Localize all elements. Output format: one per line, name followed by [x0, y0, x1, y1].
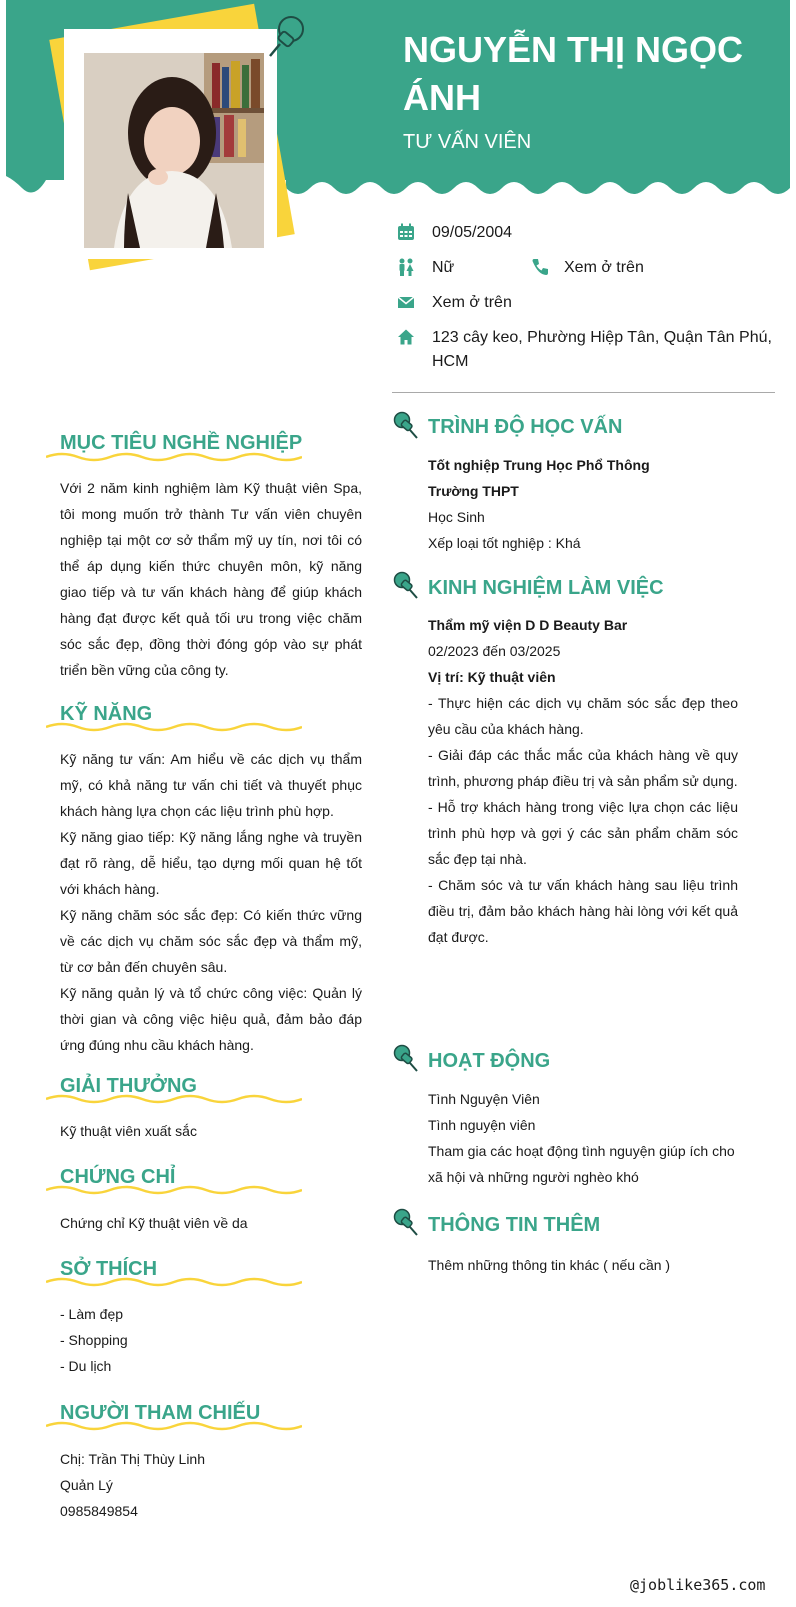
skill-item: Kỹ năng giao tiếp: Kỹ năng lắng nghe và truyền đạt rõ ràng, dễ hiểu, tạo dựng mối quan hệ tốt với khách hàng. [60, 829, 362, 897]
extra-text: Thêm những thông tin khác ( nếu cần ) [428, 1257, 671, 1273]
email-icon [397, 293, 415, 311]
skill-item: Kỹ năng tư vấn: Am hiểu về các dịch vụ thẩm mỹ, có khả năng tư vấn chi tiết và thuyết phục khách hàng lựa chọn các liệu trình phù hợp. [60, 751, 362, 819]
heading-underline [46, 1092, 302, 1106]
experience-position: Vị trí: Kỹ thuật viên [428, 669, 556, 685]
objective-text: Với 2 năm kinh nghiệm làm Kỹ thuật viên Spa, tôi mong muốn trở thành Tư vấn viên chuyên nghiệp tại một cơ sở thẩm mỹ uy tín, nơi tôi có thể áp dụng kiến thức chuyên môn, kỹ năng giao tiếp và tư vấn khách hàng để giúp khách hàng đạt được kết quả tối ưu trong việc chăm sóc sắc đẹp, đồng thời đóng góp vào sự phát triển bền vững của công ty. [60, 480, 362, 678]
hobby-item: - Shopping [60, 1332, 128, 1348]
education-block [428, 452, 738, 556]
certificates-heading: CHỨNG CHỈ [60, 1166, 176, 1188]
references-heading: NGƯỜI THAM CHIẾU [60, 1402, 261, 1424]
pushpin-icon [392, 1044, 418, 1072]
activities-heading: HOẠT ĐỘNG [428, 1050, 551, 1072]
experience-heading: KINH NGHIỆM LÀM VIỆC [428, 577, 664, 599]
experience-duty: - Hỗ trợ khách hàng trong việc lựa chọn các liệu trình phù hợp và gợi ý các sản phẩm chăm sóc sắc đẹp tại nhà. [428, 799, 738, 867]
skills-heading: KỸ NĂNG [60, 703, 153, 725]
heading-underline [46, 720, 302, 734]
gender-icon [397, 258, 415, 276]
reference-role: Quản Lý [60, 1477, 113, 1493]
hobbies-heading: SỞ THÍCH [60, 1258, 158, 1280]
education-degree: Tốt nghiệp Trung Học Phổ Thông [428, 457, 650, 473]
heading-underline [46, 1419, 302, 1433]
heading-underline [46, 450, 302, 464]
home-icon [397, 328, 415, 346]
heading-underline [46, 1183, 302, 1197]
activity-role: Tình nguyện viên [428, 1117, 536, 1133]
hobby-item: - Làm đẹp [60, 1306, 124, 1322]
contact-phone: Xem ở trên [564, 259, 644, 276]
experience-duty: - Chăm sóc và tư vấn khách hàng sau liệu trình điều trị, đảm bảo khách hàng hài lòng với kết quả đạt được. [428, 877, 738, 945]
hobby-item: - Du lịch [60, 1358, 112, 1374]
education-status: Học Sinh [428, 509, 485, 525]
experience-company: Thẩm mỹ viện D D Beauty Bar [428, 617, 628, 633]
certificate-item: Chứng chỉ Kỹ thuật viên về da [60, 1215, 248, 1231]
award-item: Kỹ thuật viên xuất sắc [60, 1123, 197, 1139]
reference-phone: 0985849854 [60, 1503, 138, 1519]
calendar-icon [397, 223, 415, 241]
activity-title: Tình Nguyện Viên [428, 1091, 540, 1107]
pushpin-icon [266, 14, 306, 60]
extra-heading: THÔNG TIN THÊM [428, 1214, 601, 1236]
candidate-name: NGUYỄN THỊ NGỌC ÁNH [403, 29, 744, 118]
experience-duty: - Giải đáp các thắc mắc của khách hàng về quy trình, phương pháp điều trị và sản phẩm sử dụng. [428, 747, 738, 789]
experience-block [428, 612, 738, 950]
reference-name: Chị: Trần Thị Thùy Linh [60, 1451, 206, 1467]
education-heading: TRÌNH ĐỘ HỌC VẤN [428, 416, 623, 438]
objective-heading: MỤC TIÊU NGHỀ NGHIỆP [60, 432, 303, 454]
contact-address: 123 cây keo, Phường Hiệp Tân, Quận Tân Phú, HCM [432, 329, 772, 370]
pushpin-icon [392, 571, 418, 599]
skill-item: Kỹ năng quản lý và tổ chức công việc: Quản lý thời gian và công việc hiệu quả, đảm bảo đáp ứng đúng nhu cầu khách hàng. [60, 985, 362, 1053]
activity-desc: Tham gia các hoạt động tình nguyện giúp ích cho xã hội và những người nghèo khó [428, 1143, 735, 1185]
profile-photo [84, 53, 264, 248]
pushpin-icon [392, 1208, 418, 1236]
job-title: TƯ VẤN VIÊN [403, 131, 532, 153]
awards-heading: GIẢI THƯỞNG [60, 1075, 197, 1097]
education-grade: Xếp loại tốt nghiệp : Khá [428, 535, 581, 551]
contact-divider [392, 392, 775, 393]
phone-icon [531, 258, 549, 276]
contact-dob: 09/05/2004 [432, 224, 513, 241]
experience-duty: - Thực hiện các dịch vụ chăm sóc sắc đẹp theo yêu cầu của khách hàng. [428, 695, 738, 737]
education-school: Trường THPT [428, 483, 519, 499]
pushpin-icon [392, 411, 418, 439]
experience-period: 02/2023 đến 03/2025 [428, 643, 561, 659]
contact-gender: Nữ [432, 259, 455, 276]
skill-item: Kỹ năng chăm sóc sắc đẹp: Có kiến thức vững về các dịch vụ chăm sóc sắc đẹp và thẩm mỹ, từ cơ bản đến chuyên sâu. [60, 907, 362, 975]
watermark: @joblike365.com [630, 1576, 766, 1594]
activities-block [428, 1086, 738, 1190]
contact-email: Xem ở trên [432, 294, 512, 311]
heading-underline [46, 1275, 302, 1289]
